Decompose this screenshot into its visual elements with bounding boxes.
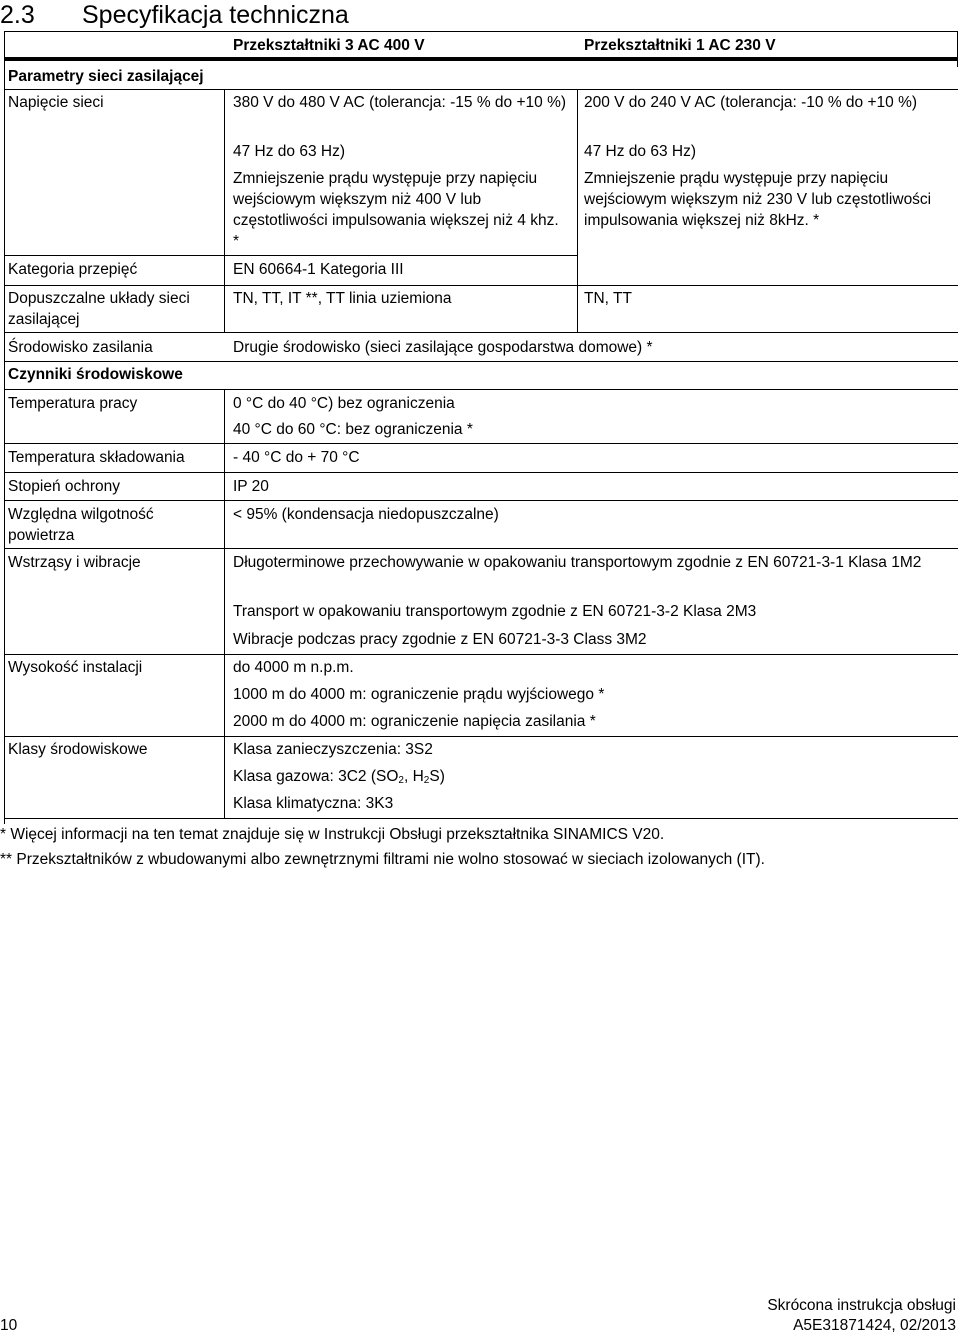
env-class-gas-prefix: Klasa gazowa: 3C2 (SO xyxy=(233,768,399,785)
footnote-1: * Więcej informacji na ten temat znajduje się w Instrukcji Obsługi przekształtnika SINAMICS V20. xyxy=(0,826,665,843)
systems-ac400: TN, TT, IT **, TT linia uziemiona xyxy=(233,290,452,307)
voltage-ac400-derating: Zmniejszenie prądu występuje przy napięciu wejściowym większym niż 400 V lub częstotliwości impulsowania większej niż 4 khz. * xyxy=(233,170,559,250)
section-supply-parameters: Parametry sieci zasilającej xyxy=(8,68,204,85)
row-label-humidity: Względna wilgotność powietrza xyxy=(8,506,154,544)
vibration-value-3: Wibracje podczas pracy zgodnie z EN 60721-3-3 Class 3M2 xyxy=(233,631,647,648)
table-rule-left xyxy=(4,31,5,824)
table-rule-right xyxy=(957,31,958,67)
row-label-voltage: Napięcie sieci xyxy=(8,94,104,111)
row-label-protection: Stopień ochrony xyxy=(8,478,121,495)
altitude-value-2: 1000 m do 4000 m: ograniczenie prądu wyjściowego * xyxy=(233,686,605,703)
env-class-pollution: Klasa zanieczyszczenia: 3S2 xyxy=(233,741,433,758)
table-rule-header-thick xyxy=(4,57,958,61)
document-code: A5E31871424, 02/2013 xyxy=(793,1317,956,1334)
env-class-gas-suffix: S) xyxy=(429,768,445,785)
section-number: 2.3 xyxy=(0,1,35,29)
env-class-gas-mid: , H xyxy=(403,768,424,785)
table-rule-op-temp xyxy=(4,389,958,390)
document-title: Skrócona instrukcja obsługi xyxy=(767,1297,956,1314)
humidity-value: < 95% (kondensacja niedopuszczalne) xyxy=(233,506,499,523)
page-number: 10 xyxy=(0,1317,18,1334)
table-rule-humidity xyxy=(4,500,958,501)
voltage-ac400-range: 380 V do 480 V AC (tolerancja: -15 % do +10 %) xyxy=(233,94,567,111)
voltage-ac230-range: 200 V do 240 V AC (tolerancja: -10 % do +10 %) xyxy=(584,94,918,111)
document-footer xyxy=(767,1296,956,1336)
overvoltage-value: EN 60664-1 Kategoria III xyxy=(233,261,404,278)
vibration-value-1: Długoterminowe przechowywanie w opakowaniu transportowym zgodnie z EN 60721-3-1 Klasa 1M2 xyxy=(233,554,922,571)
row-label-supply-env: Środowisko zasilania xyxy=(8,339,153,356)
table-rule-col2-supply xyxy=(577,89,578,332)
env-class-climatic: Klasa klimatyczna: 3K3 xyxy=(233,795,394,812)
table-rule-systems xyxy=(4,285,958,286)
table-rule-col1-env xyxy=(224,389,225,818)
table-rule-protection xyxy=(4,472,958,473)
row-label-systems: Dopuszczalne układy sieci zasilającej xyxy=(8,290,190,328)
op-temp-value-2: 40 °C do 60 °C: bez ograniczenia * xyxy=(233,421,473,438)
table-rule-supply-env xyxy=(4,332,958,333)
op-temp-value-1: 0 °C do 40 °C) bez ograniczenia xyxy=(233,395,455,412)
row-label-op-temp: Temperatura pracy xyxy=(8,395,138,412)
col-header-ac230: Przekształtniki 1 AC 230 V xyxy=(584,37,776,54)
row-label-overvoltage: Kategoria przepięć xyxy=(8,261,138,278)
table-rule-overvoltage xyxy=(4,255,577,256)
table-rule-vibration xyxy=(4,548,958,549)
vibration-value-2: Transport w opakowaniu transportowym zgodnie z EN 60721-3-2 Klasa 2M3 xyxy=(233,603,757,620)
env-class-gas-subscript-so2: 2 xyxy=(398,775,404,786)
section-title: Specyfikacja techniczna xyxy=(82,1,349,29)
row-label-storage-temp: Temperatura składowania xyxy=(8,449,185,466)
env-class-gas xyxy=(233,766,948,791)
row-label-vibration: Wstrząsy i wibracje xyxy=(8,554,141,571)
voltage-ac230-derating: Zmniejszenie prądu występuje przy napięciu wejściowym większym niż 230 V lub częstotliwości impulsowania większej niż 8kHz. * xyxy=(584,170,932,229)
supply-env-value: Drugie środowisko (sieci zasilające gospodarstwa domowe) * xyxy=(233,339,653,356)
table-rule-bottom xyxy=(4,818,958,819)
voltage-ac400-frequency: 47 Hz do 63 Hz) xyxy=(233,143,345,160)
section-heading xyxy=(0,0,349,30)
altitude-value-3: 2000 m do 4000 m: ograniczenie napięcia zasilania * xyxy=(233,713,596,730)
voltage-ac230-frequency: 47 Hz do 63 Hz) xyxy=(584,143,696,160)
table-rule-supply xyxy=(4,89,958,90)
systems-ac230: TN, TT xyxy=(584,290,632,307)
storage-temp-value: - 40 °C do + 70 °C xyxy=(233,449,360,466)
table-rule-top xyxy=(4,31,958,32)
protection-value: IP 20 xyxy=(233,478,269,495)
table-rule-altitude xyxy=(4,654,958,655)
table-rule-storage xyxy=(4,443,958,444)
row-label-altitude: Wysokość instalacji xyxy=(8,659,143,676)
row-label-env-classes: Klasy środowiskowe xyxy=(8,741,148,758)
altitude-value-1: do 4000 m n.p.m. xyxy=(233,659,354,676)
col-header-ac400: Przekształtniki 3 AC 400 V xyxy=(233,37,425,54)
section-environment: Czynniki środowiskowe xyxy=(8,366,183,383)
footnote-2: ** Przekształtników z wbudowanymi albo zewnętrznymi filtrami nie wolno stosować w sieciach izolowanych (IT). xyxy=(0,851,765,868)
env-class-gas-subscript-h2s: 2 xyxy=(423,775,430,786)
table-rule-env-section xyxy=(4,361,958,362)
table-rule-env-classes xyxy=(4,736,958,737)
table-rule-col1-supply xyxy=(224,89,225,332)
